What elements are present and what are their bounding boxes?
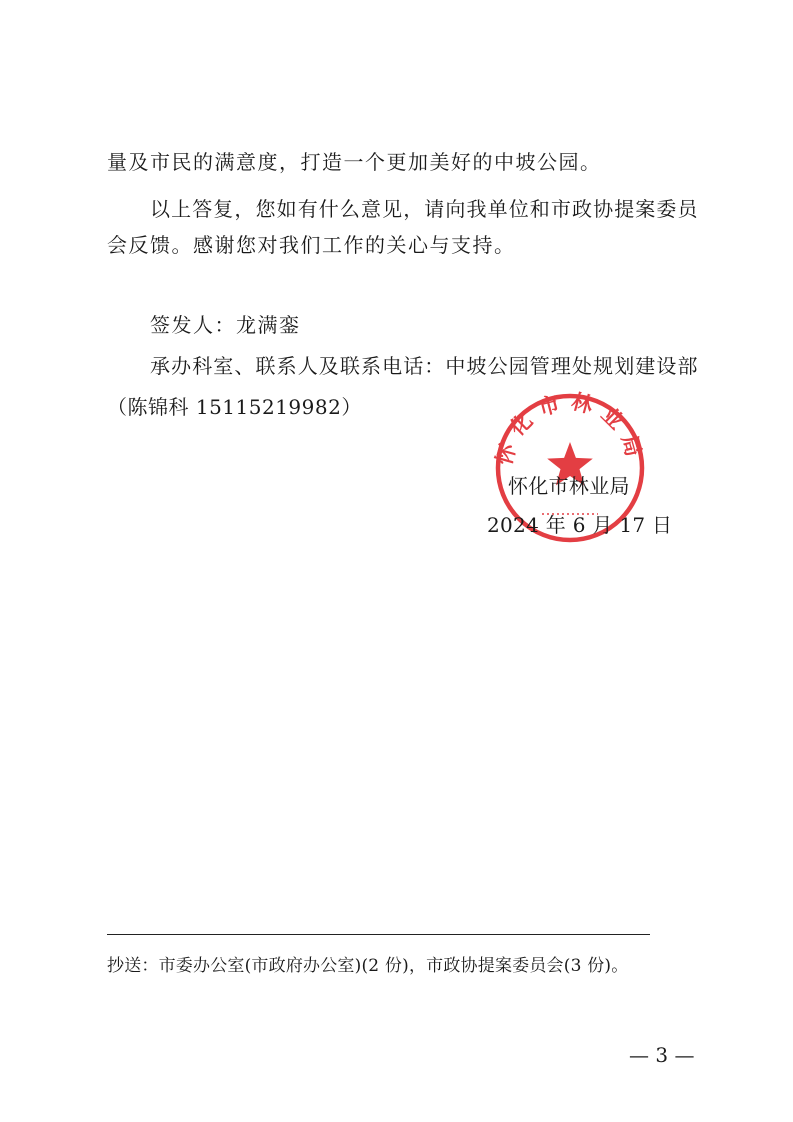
seal-arc-text: 怀化市林业局 bbox=[492, 390, 648, 468]
contact-line-2: （陈锦科 15115219982） bbox=[107, 395, 362, 419]
sender-date: 2024 年 6 月 17 日 bbox=[487, 513, 673, 537]
signer-line: 签发人：龙满銮 bbox=[150, 313, 301, 337]
page-number: — 3 — bbox=[629, 1043, 695, 1067]
sender-organization: 怀化市林业局 bbox=[508, 474, 630, 498]
cc-line: 抄送：市委办公室(市政府办公室)(2 份)，市政协提案委员会(3 份)。 bbox=[107, 956, 629, 976]
body-paragraph-1-line-1: 量及市民的满意度，打造一个更加美好的中坡公园。 bbox=[107, 150, 602, 174]
body-paragraph-2-line-2: 会反馈。感谢您对我们工作的关心与支持。 bbox=[107, 233, 516, 257]
contact-line-1: 承办科室、联系人及联系电话：中坡公园管理处规划建设部 bbox=[150, 354, 699, 378]
body-paragraph-2-line-1: 以上答复，您如有什么意见，请向我单位和市政协提案委员 bbox=[150, 197, 699, 221]
footer-divider bbox=[107, 934, 650, 935]
